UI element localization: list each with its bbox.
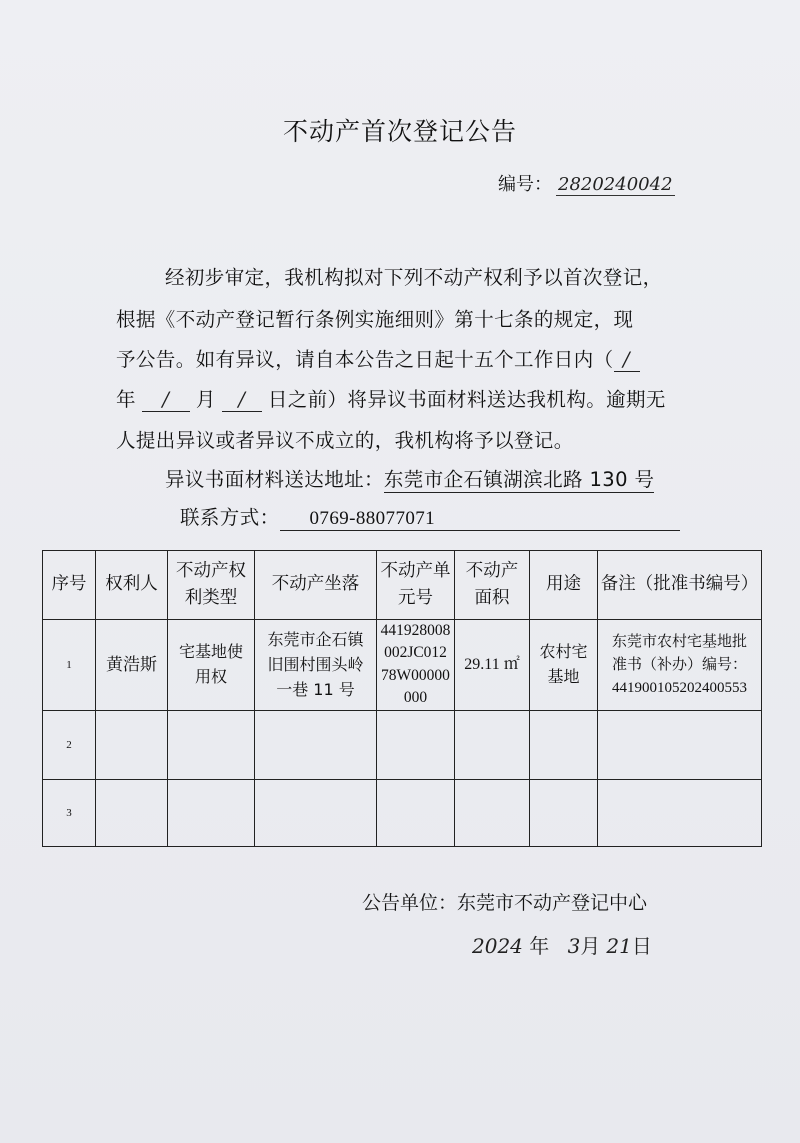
row-location-line-1: 东莞市企石镇 — [267, 629, 364, 649]
row-holder — [96, 711, 168, 780]
paragraph-line-2: 根据《不动产登记暂行条例实施细则》第十七条的规定，现 — [116, 308, 634, 331]
row-usage — [530, 711, 598, 780]
header-right-type-line-1: 不动产权 — [176, 560, 246, 581]
paragraph-line-1: 经初步审定，我机构拟对下列不动产权利予以首次登记， — [165, 266, 663, 289]
row-remark — [598, 711, 762, 780]
header-right-type-line-2: 利类型 — [184, 588, 238, 608]
row-right-type-line-2: 用权 — [194, 667, 227, 687]
header-right-type — [168, 551, 255, 620]
issuing-organization: 公告单位：东莞市不动产登记中心 — [362, 892, 648, 914]
paragraph-line-3-text: 予公告。如有异议，请自本公告之日起十五个工作日内（ — [116, 348, 614, 371]
notice-date — [472, 930, 652, 959]
notice-number-value: 2820240042 — [558, 174, 673, 195]
row-unit-no-value: 441928008002JC01278W00000000 — [380, 622, 451, 707]
row-remark — [598, 620, 762, 711]
contact-label: 联系方式： — [180, 506, 280, 529]
row-remark-line-3: 441900105202400553 — [612, 679, 747, 696]
property-table — [42, 550, 762, 847]
paragraph-line-3 — [116, 344, 716, 372]
address-value: 东莞市企石镇湖滨北路 130 号 — [383, 468, 655, 491]
notice-number-label: 编号： — [498, 174, 552, 195]
row-usage-line-2: 基地 — [547, 667, 580, 687]
header-usage: 用途 — [530, 551, 598, 620]
table-header-row — [43, 551, 762, 620]
header-remark: 备注（批准书编号） — [598, 551, 762, 620]
table-row — [43, 620, 762, 711]
row-unit-no — [377, 711, 455, 780]
table-row — [43, 780, 762, 847]
paragraph-line-4-text: 日之前）将异议书面材料送达我机构。逾期无 — [267, 388, 666, 411]
row-right-type — [168, 711, 255, 780]
row-usage — [530, 780, 598, 847]
row-location-line-2: 旧围村围头岭 — [267, 654, 364, 674]
row-right-type — [168, 620, 255, 711]
year-label: 年 — [116, 388, 136, 411]
header-unit-no — [377, 551, 455, 620]
row-unit-no — [377, 780, 455, 847]
row-unit-no — [377, 620, 455, 711]
paragraph-line-5: 人提出异议或者异议不成立的，我机构将予以登记。 — [116, 429, 574, 452]
header-unit-no-line-2: 元号 — [398, 588, 433, 608]
month-label: 月 — [195, 388, 216, 411]
header-holder: 权利人 — [96, 551, 168, 620]
notice-number — [498, 170, 675, 196]
date-year: 2024 — [472, 934, 523, 958]
header-location: 不动产坐落 — [255, 551, 377, 620]
row-right-type-line-1: 宅基地使 — [178, 642, 243, 662]
row-area — [455, 711, 530, 780]
row-remark-line-1: 东莞市农村宅基地批 — [611, 632, 747, 651]
header-area-line-1: 不动产 — [465, 560, 519, 581]
date-day: 21 — [606, 934, 632, 958]
date-month: 3 — [567, 934, 581, 958]
date-month-label: 月 — [580, 934, 601, 958]
row-remark — [598, 780, 762, 847]
header-unit-no-line-1: 不动产单 — [380, 560, 451, 581]
paragraph-line-4 — [116, 384, 716, 412]
row-location-line-3: 一巷 11 号 — [276, 679, 355, 699]
row-seq: 2 — [43, 711, 96, 780]
header-seq: 序号 — [43, 551, 96, 620]
table-row — [43, 711, 762, 780]
contact-value: 0769-88077071 — [280, 508, 680, 531]
date-day-label: 日 — [631, 934, 652, 958]
address-label: 异议书面材料送达地址： — [165, 468, 384, 491]
row-holder — [96, 780, 168, 847]
day-blank: / — [222, 388, 262, 412]
row-area: 29.11 ㎡ — [455, 620, 530, 711]
year-blank: / — [142, 388, 190, 412]
row-remark-line-2: 准书（补办）编号： — [611, 655, 747, 674]
row-holder: 黄浩斯 — [96, 620, 168, 711]
objection-open-blank: / — [614, 348, 640, 372]
row-seq: 1 — [43, 620, 96, 711]
address-line — [165, 464, 765, 492]
row-location — [255, 711, 377, 780]
header-area — [455, 551, 530, 620]
row-usage-line-1: 农村宅 — [539, 642, 588, 662]
row-area — [455, 780, 530, 847]
page-title: 不动产首次登记公告 — [282, 117, 517, 146]
row-location — [255, 620, 377, 711]
row-usage — [530, 620, 598, 711]
contact-line — [180, 502, 780, 531]
row-seq: 3 — [43, 780, 96, 847]
date-year-label: 年 — [529, 934, 550, 958]
row-right-type — [168, 780, 255, 847]
row-location — [255, 780, 377, 847]
header-area-line-2: 面积 — [474, 588, 510, 608]
